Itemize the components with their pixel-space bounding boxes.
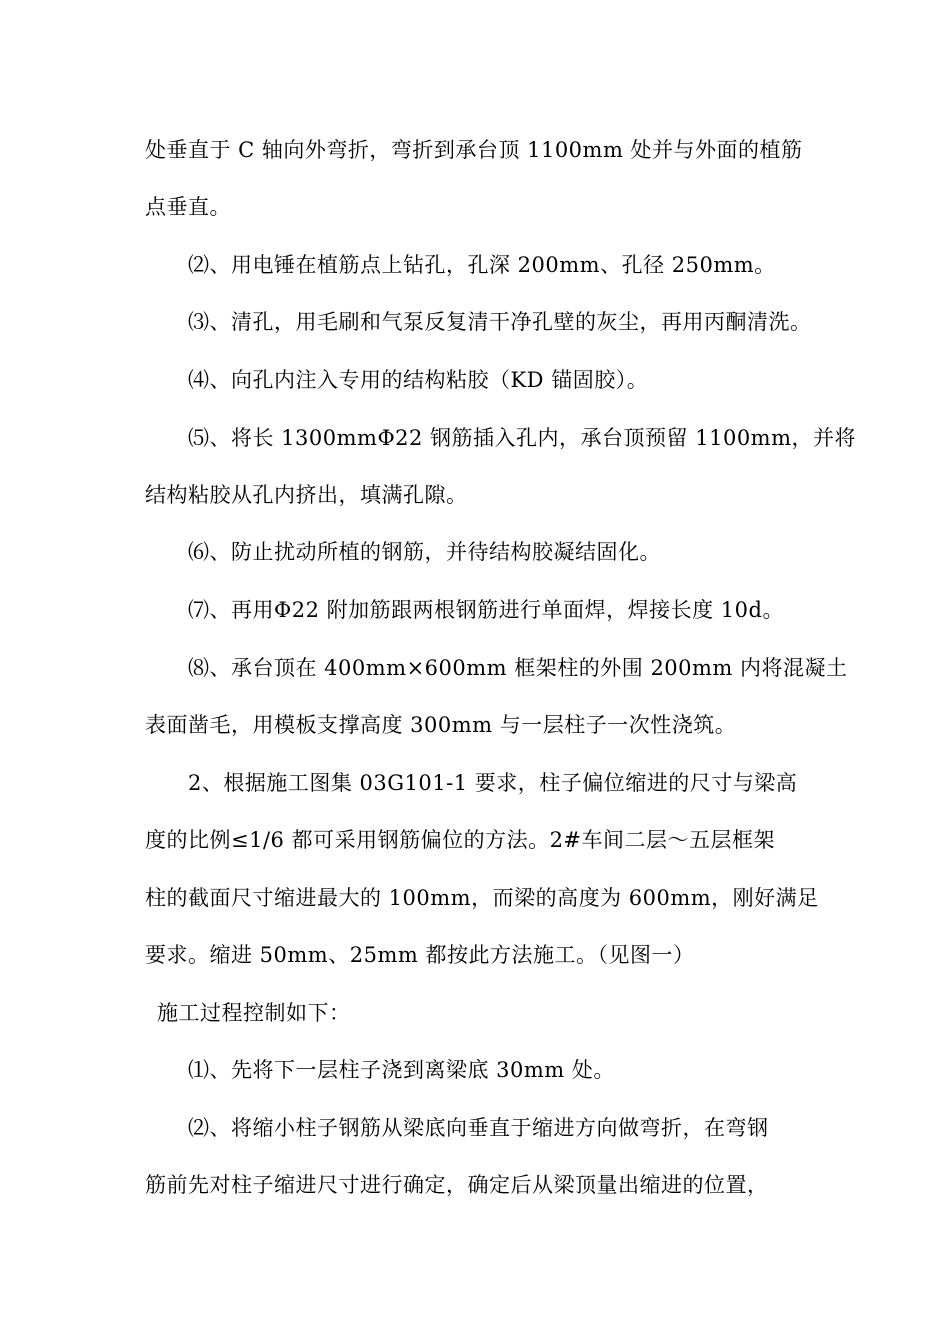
step-2-line: ⑵、用电锤在植筋点上钻孔，孔深 200mm、孔径 250mm。: [188, 253, 776, 277]
step-8-line-1: ⑻、承台顶在 400mm×600mm 框架柱的外围 200mm 内将混凝土: [188, 656, 848, 680]
step-4-line: ⑷、向孔内注入专用的结构粘胶（KD 锚固胶）。: [188, 368, 649, 392]
step-7-line: ⑺、再用Φ22 附加筋跟两根钢筋进行单面焊，焊接长度 10d。: [188, 598, 784, 622]
step-3-line: ⑶、清孔，用毛刷和气泵反复清干净孔壁的灰尘，再用丙酮清洗。: [188, 310, 812, 334]
section-2-line-2: 度的比例≤1/6 都可采用钢筋偏位的方法。2#车间二层～五层框架: [145, 828, 776, 852]
control-step-2-line-1: ⑵、将缩小柱子钢筋从梁底向垂直于缩进方向做弯折，在弯钢: [188, 1116, 769, 1140]
section-2-line-3: 柱的截面尺寸缩进最大的 100mm，而梁的高度为 600mm，刚好满足: [145, 886, 819, 910]
step-5-line-2: 结构粘胶从孔内挤出，填满孔隙。: [145, 483, 468, 507]
step-6-line: ⑹、防止扰动所植的钢筋，并待结构胶凝结固化。: [188, 540, 661, 564]
process-control-heading: 施工过程控制如下：: [157, 1001, 351, 1025]
section-2-line-1: 2、根据施工图集 03G101-1 要求，柱子偏位缩进的尺寸与梁高: [188, 771, 798, 795]
text-line-2: 点垂直。: [145, 195, 231, 219]
section-2-line-4: 要求。缩进 50mm、25mm 都按此方法施工。（见图一）: [145, 943, 695, 967]
text-line-1: 处垂直于 C 轴向外弯折，弯折到承台顶 1100mm 处并与外面的植筋: [145, 138, 803, 162]
step-8-line-2: 表面凿毛，用模板支撑高度 300mm 与一层柱子一次性浇筑。: [145, 713, 737, 737]
step-5-line-1: ⑸、将长 1300mmΦ22 钢筋插入孔内，承台顶预留 1100mm，并将: [188, 426, 857, 450]
control-step-2-line-2: 筋前先对柱子缩进尺寸进行确定，确定后从梁顶量出缩进的位置，: [145, 1173, 769, 1197]
control-step-1-line: ⑴、先将下一层柱子浇到离梁底 30mm 处。: [188, 1058, 615, 1082]
